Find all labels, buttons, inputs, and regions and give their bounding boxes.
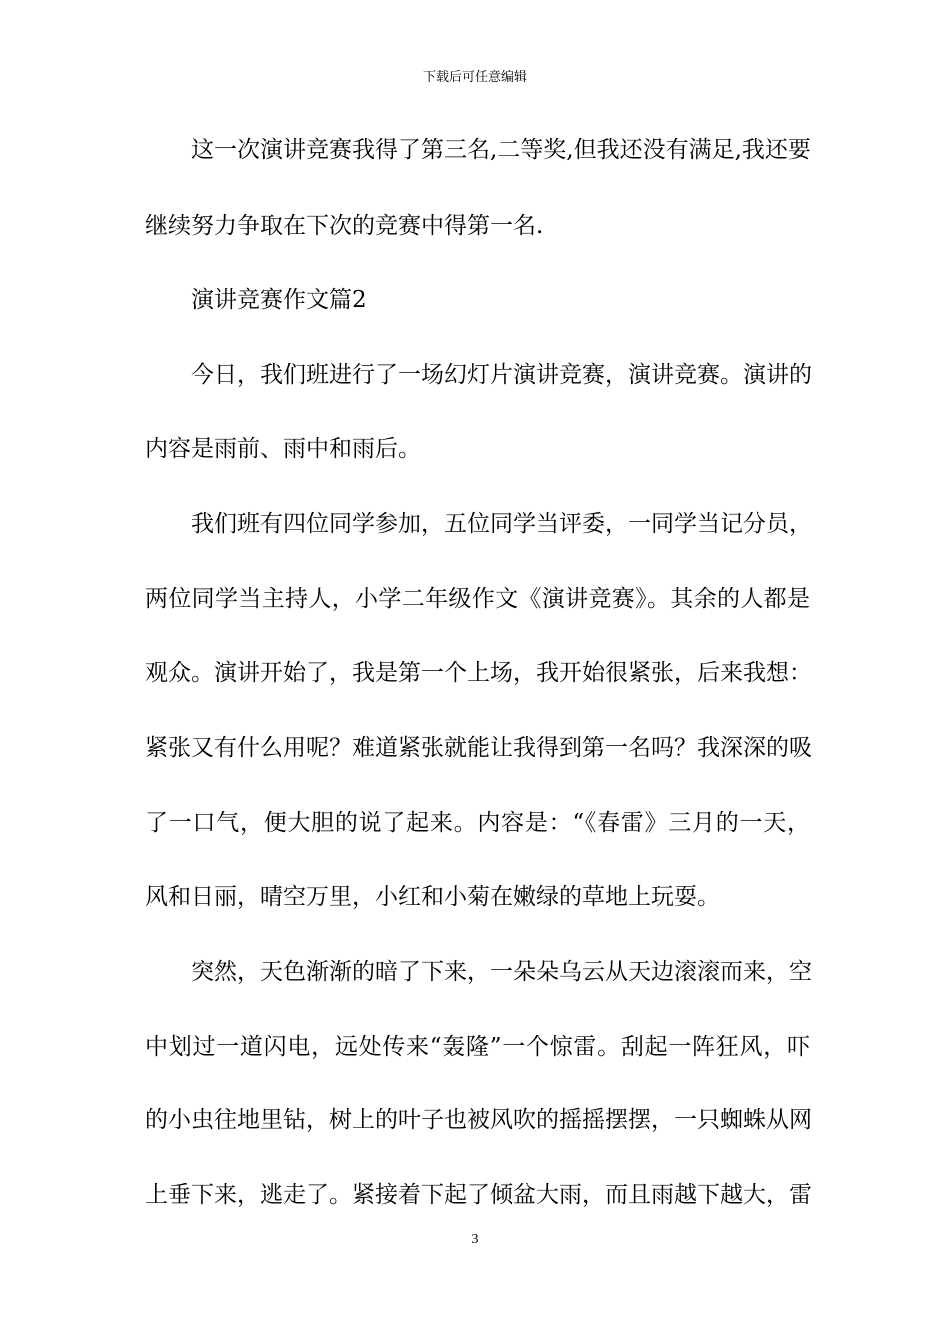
text-line: 两位同学当主持人，小学二年级作文《演讲竞赛》。其余的人都是: [145, 586, 810, 612]
text-line: 今日，我们班进行了一场幻灯片演讲竞赛，演讲竞赛。演讲的: [191, 362, 812, 388]
text-line: 演讲竞赛作文篇2: [191, 287, 367, 313]
text-line: 继续努力争取在下次的竞赛中得第一名.: [145, 213, 544, 239]
text-line: 的小虫往地里钻，树上的叶子也被风吹的摇摇摆摆，一只蜘蛛从网: [145, 1107, 812, 1133]
text-line: 了一口气，便大胆的说了起来。内容是：“《春雷》三月的一天，: [145, 810, 810, 836]
text-line: 内容是雨前、雨中和雨后。: [145, 436, 421, 462]
text-line: 观众。演讲开始了，我是第一个上场，我开始很紧张，后来我想：: [145, 660, 812, 686]
text-line: 中划过一道闪电，远处传来“轰隆”一个惊雷。刮起一阵狂风，吓: [145, 1034, 810, 1060]
page-header: 下载后可任意编辑: [422, 70, 527, 85]
text-line: 这一次演讲竞赛我得了第三名,二等奖,但我还没有满足,我还要: [191, 137, 811, 163]
text-line: 突然，天色渐渐的暗了下来，一朵朵乌云从天边滚滚而来，空: [191, 959, 812, 985]
text-line: 风和日丽，晴空万里，小红和小菊在嫩绿的草地上玩耍。: [145, 884, 720, 910]
text-line: 我们班有四位同学参加，五位同学当评委，一同学当记分员，: [191, 511, 812, 537]
text-line: 紧张又有什么用呢？难道紧张就能让我得到第一名吗？我深深的吸: [145, 735, 812, 761]
text-line: 上垂下来，逃走了。紧接着下起了倾盆大雨，而且雨越下越大，雷: [145, 1182, 812, 1208]
page-number: 3: [471, 1232, 479, 1247]
